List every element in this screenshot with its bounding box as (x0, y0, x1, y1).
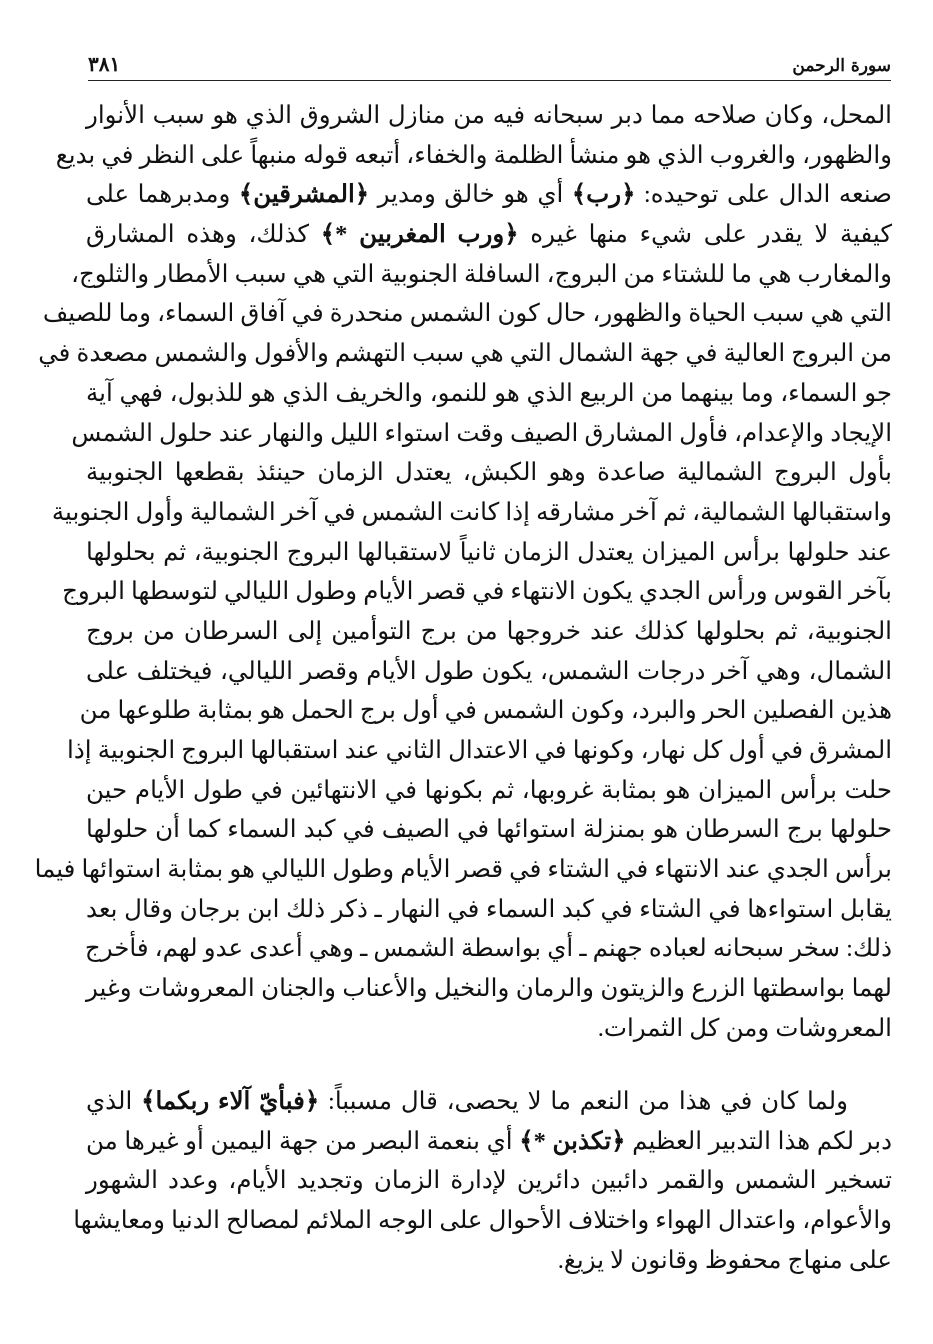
text-span: بآخر القوس ورأس الجدي يكون الانتهاء في قصر الأيام وطول الليالي لتوسطها البروج (62, 578, 892, 606)
text-span: والأعوام، واعتدال الهواء واختلاف الأحوال على الوجه الملائم لمصالح الدنيا ومعايشها (73, 1207, 892, 1235)
text-line (51, 493, 892, 533)
text-span: المشرق في أول كل نهار، وكونها في الاعتدال الثاني عند استقبالها البروج الجنوبية إذا (67, 737, 892, 764)
text-line (86, 1082, 892, 1122)
text-line (86, 612, 892, 652)
text-span: كيفية لا يقدر على شيء منها غيره (518, 221, 892, 249)
paragraph-1 (34, 96, 892, 1049)
text-span: الإيجاد والإعدام، فأول المشارق الصيف وقت استواء الليل والنهار عند حلول الشمس (71, 419, 892, 447)
quran-quote: ﴿تكذبن *﴾ (519, 1127, 626, 1155)
text-line (62, 572, 892, 612)
text-line (38, 334, 892, 374)
text-span: التي هي سبب الحياة والظهور، حال كون الشمس منحدرة في آفاق السماء، وما للصيف (42, 300, 892, 328)
text-line (86, 1009, 892, 1049)
text-span: المحل، وكان صلاحه مما دبر سبحانه فيه من منازل الشروق الذي هو سبب الأنوار (86, 102, 892, 129)
text-line (34, 850, 892, 890)
text-span: جو السماء، وما بينهما من الربيع الذي هو للنمو، والخريف الذي هو للذبول، فهي آية (86, 379, 892, 407)
text-span: ومدبرهما على (86, 181, 239, 209)
text-line (86, 929, 892, 969)
text-line (71, 414, 892, 454)
text-span: الذي (86, 1088, 142, 1115)
text-line (67, 731, 892, 771)
text-span: يقابل استواءها في الشتاء في كبد السماء في النهار ـ ذكر ذلك ابن برجان وقال بعد (86, 895, 892, 923)
text-line (86, 1122, 892, 1162)
text-line (86, 175, 892, 215)
text-span: على منهاج محفوظ وقانون لا يزيغ. (557, 1246, 892, 1274)
quran-quote: ﴿المشرقين﴾ (238, 181, 370, 209)
text-line (86, 1241, 892, 1281)
text-line (86, 215, 892, 255)
text-span: الجنوبية، ثم بحلولها كذلك عند خروجها من برج التوأمين إلى السرطان من بروج (86, 617, 892, 645)
text-span: أي هو خالق ومدير (369, 181, 572, 209)
text-span: ذلك: سخر سبحانه لعباده جهنم ـ أي بواسطة الشمس ـ وهي أعدى عدو لهم، فأخرج (84, 935, 892, 963)
running-header (88, 46, 891, 81)
text-span: ولما كان في هذا من النعم ما لا يحصى، قال مسبباً: (319, 1088, 848, 1115)
text-line (79, 691, 892, 731)
text-line (42, 294, 892, 334)
text-span: تسخير الشمس والقمر دائبين دائرين لإدارة الزمان وتجديد الأيام، وعدد الشهور (86, 1167, 892, 1195)
text-span: دبر لكم هذا التدبير العظيم (625, 1127, 893, 1155)
text-line (86, 96, 892, 136)
text-span: بأول البروج الشمالية صاعدة وهو الكبش، يعتدل الزمان حينئذ بقطعها الجنوبية (86, 459, 892, 487)
text-span: كذلك، وهذه المشارق (86, 221, 321, 249)
text-span: والظهور، والغروب الذي هو منشأ الظلمة والخفاء، أتبعه قوله منبهاً على النظر في بديع (55, 141, 892, 169)
text-line (86, 890, 892, 930)
text-span: والمغارب هي ما للشتاء من البروج، السافلة الجنوبية التي هي سبب الأمطار والثلوج، (71, 260, 892, 288)
text-line (86, 771, 892, 811)
quran-quote: ﴿ورب المغربين *﴾ (320, 221, 519, 249)
text-span: المعروشات ومن كل الثمرات. (597, 1014, 892, 1042)
text-line (71, 255, 892, 295)
quran-quote: ﴿رب﴾ (571, 181, 636, 209)
text-line (86, 969, 892, 1009)
quran-quote: ﴿فبأيّ آلاء ربكما﴾ (141, 1088, 320, 1115)
page-number: ٣٨١ (88, 52, 121, 76)
text-span: حلولها برج السرطان هو بمنزلة استوائها في الصيف في كبد السماء كما أن حلولها (86, 816, 892, 844)
text-line (86, 810, 892, 850)
text-span: أي بنعمة البصر من جهة اليمين أو غيرها من (86, 1127, 520, 1155)
text-span: عند حلولها برأس الميزان يعتدل الزمان ثانياً لاستقبالها البروج الجنوبية، ثم بحلولها (86, 538, 892, 566)
text-line (86, 1161, 892, 1201)
text-line (86, 652, 892, 692)
text-span: من البروج العالية في جهة الشمال التي هي سبب التهشم والأفول والشمس مصعدة في (38, 340, 892, 368)
text-line (73, 1201, 892, 1241)
text-line (86, 533, 892, 573)
text-span: لهما بواسطتها الزرع والزيتون والرمان والنخيل والأعناب والجنان المعروشات وغير (86, 975, 892, 1003)
text-span: هذين الفصلين الحر والبرد، وكون الشمس في أول برج الحمل هو بمثابة طلوعها من (79, 697, 892, 725)
paragraph-2 (73, 1082, 893, 1280)
text-span: الشمال، وهي آخر درجات الشمس، يكون طول الأيام وقصر الليالي، فيختلف على (86, 657, 892, 685)
text-span: حلت برأس الميزان هو بمثابة غروبها، ثم بكونها في الانتهائين في طول الأيام حين (86, 776, 892, 804)
text-line (86, 453, 892, 493)
text-line (55, 136, 892, 176)
text-span: برأس الجدي عند الانتهاء في الشتاء في قصر الأيام وطول الليالي هو بمثابة استوائها فيما (34, 856, 892, 884)
surah-title: سورة الرحمن (792, 56, 891, 76)
text-line (86, 374, 892, 414)
text-span: واستقبالها الشمالية، ثم آخر مشارقه إذا كانت الشمس في آخر الشمالية وأول الجنوبية (51, 498, 892, 526)
text-span: صنعه الدال على توحيده: (635, 181, 892, 209)
